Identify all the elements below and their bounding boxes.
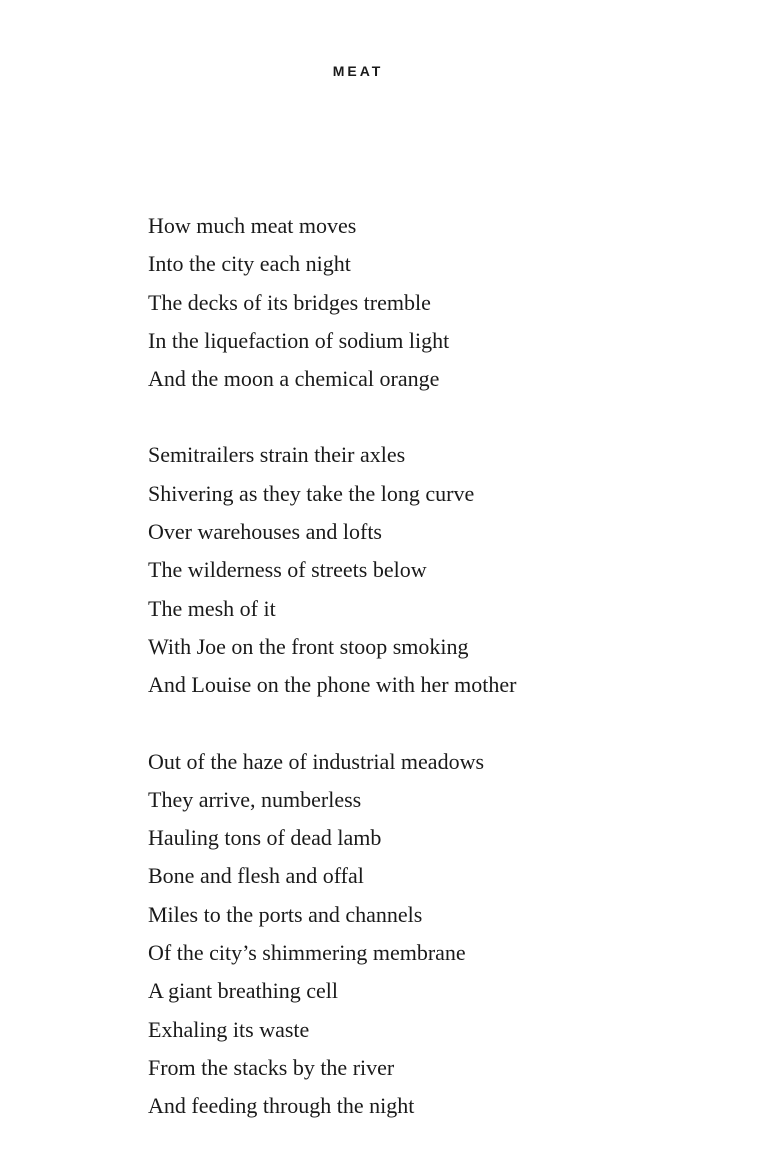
poem-line: The wilderness of streets below bbox=[148, 557, 427, 583]
poem-line: Into the city each night bbox=[148, 251, 351, 277]
poem-body bbox=[148, 207, 708, 1164]
stanza-2 bbox=[148, 436, 708, 704]
poem-line: The decks of its bridges tremble bbox=[148, 289, 431, 315]
poem-line: Miles to the ports and channels bbox=[148, 901, 423, 927]
poem-line: A giant breathing cell bbox=[148, 978, 338, 1004]
poem-line: Hauling tons of dead lamb bbox=[148, 825, 382, 851]
poem-line: The mesh of it bbox=[148, 595, 276, 621]
poem-line: They arrive, numberless bbox=[148, 786, 362, 812]
poem-line: With Joe on the front stoop smoking bbox=[148, 633, 469, 659]
poem-line: Exhaling its waste bbox=[148, 1016, 310, 1042]
poem-line: Semitrailers strain their axles bbox=[148, 442, 406, 468]
poem-line: Bone and flesh and offal bbox=[148, 863, 364, 889]
poem-line: Of the city’s shimmering membrane bbox=[148, 940, 466, 966]
poem-line: How much meat moves bbox=[148, 213, 357, 238]
poem-line: Shivering as they take the long curve bbox=[148, 480, 475, 506]
poem-line: From the stacks by the river bbox=[148, 1054, 395, 1080]
poem-line: Out of the haze of industrial meadows bbox=[148, 748, 485, 774]
poem-line: And the moon a chemical orange bbox=[148, 366, 440, 392]
stanza-1 bbox=[148, 207, 708, 398]
poem-line: And Louise on the phone with her mother bbox=[148, 672, 517, 698]
poem-line: Over warehouses and lofts bbox=[148, 519, 382, 545]
stanza-3 bbox=[148, 743, 708, 1126]
poem-title: MEAT bbox=[332, 63, 384, 79]
poem-line: And feeding through the night bbox=[148, 1093, 415, 1119]
poem-line: In the liquefaction of sodium light bbox=[148, 327, 450, 353]
